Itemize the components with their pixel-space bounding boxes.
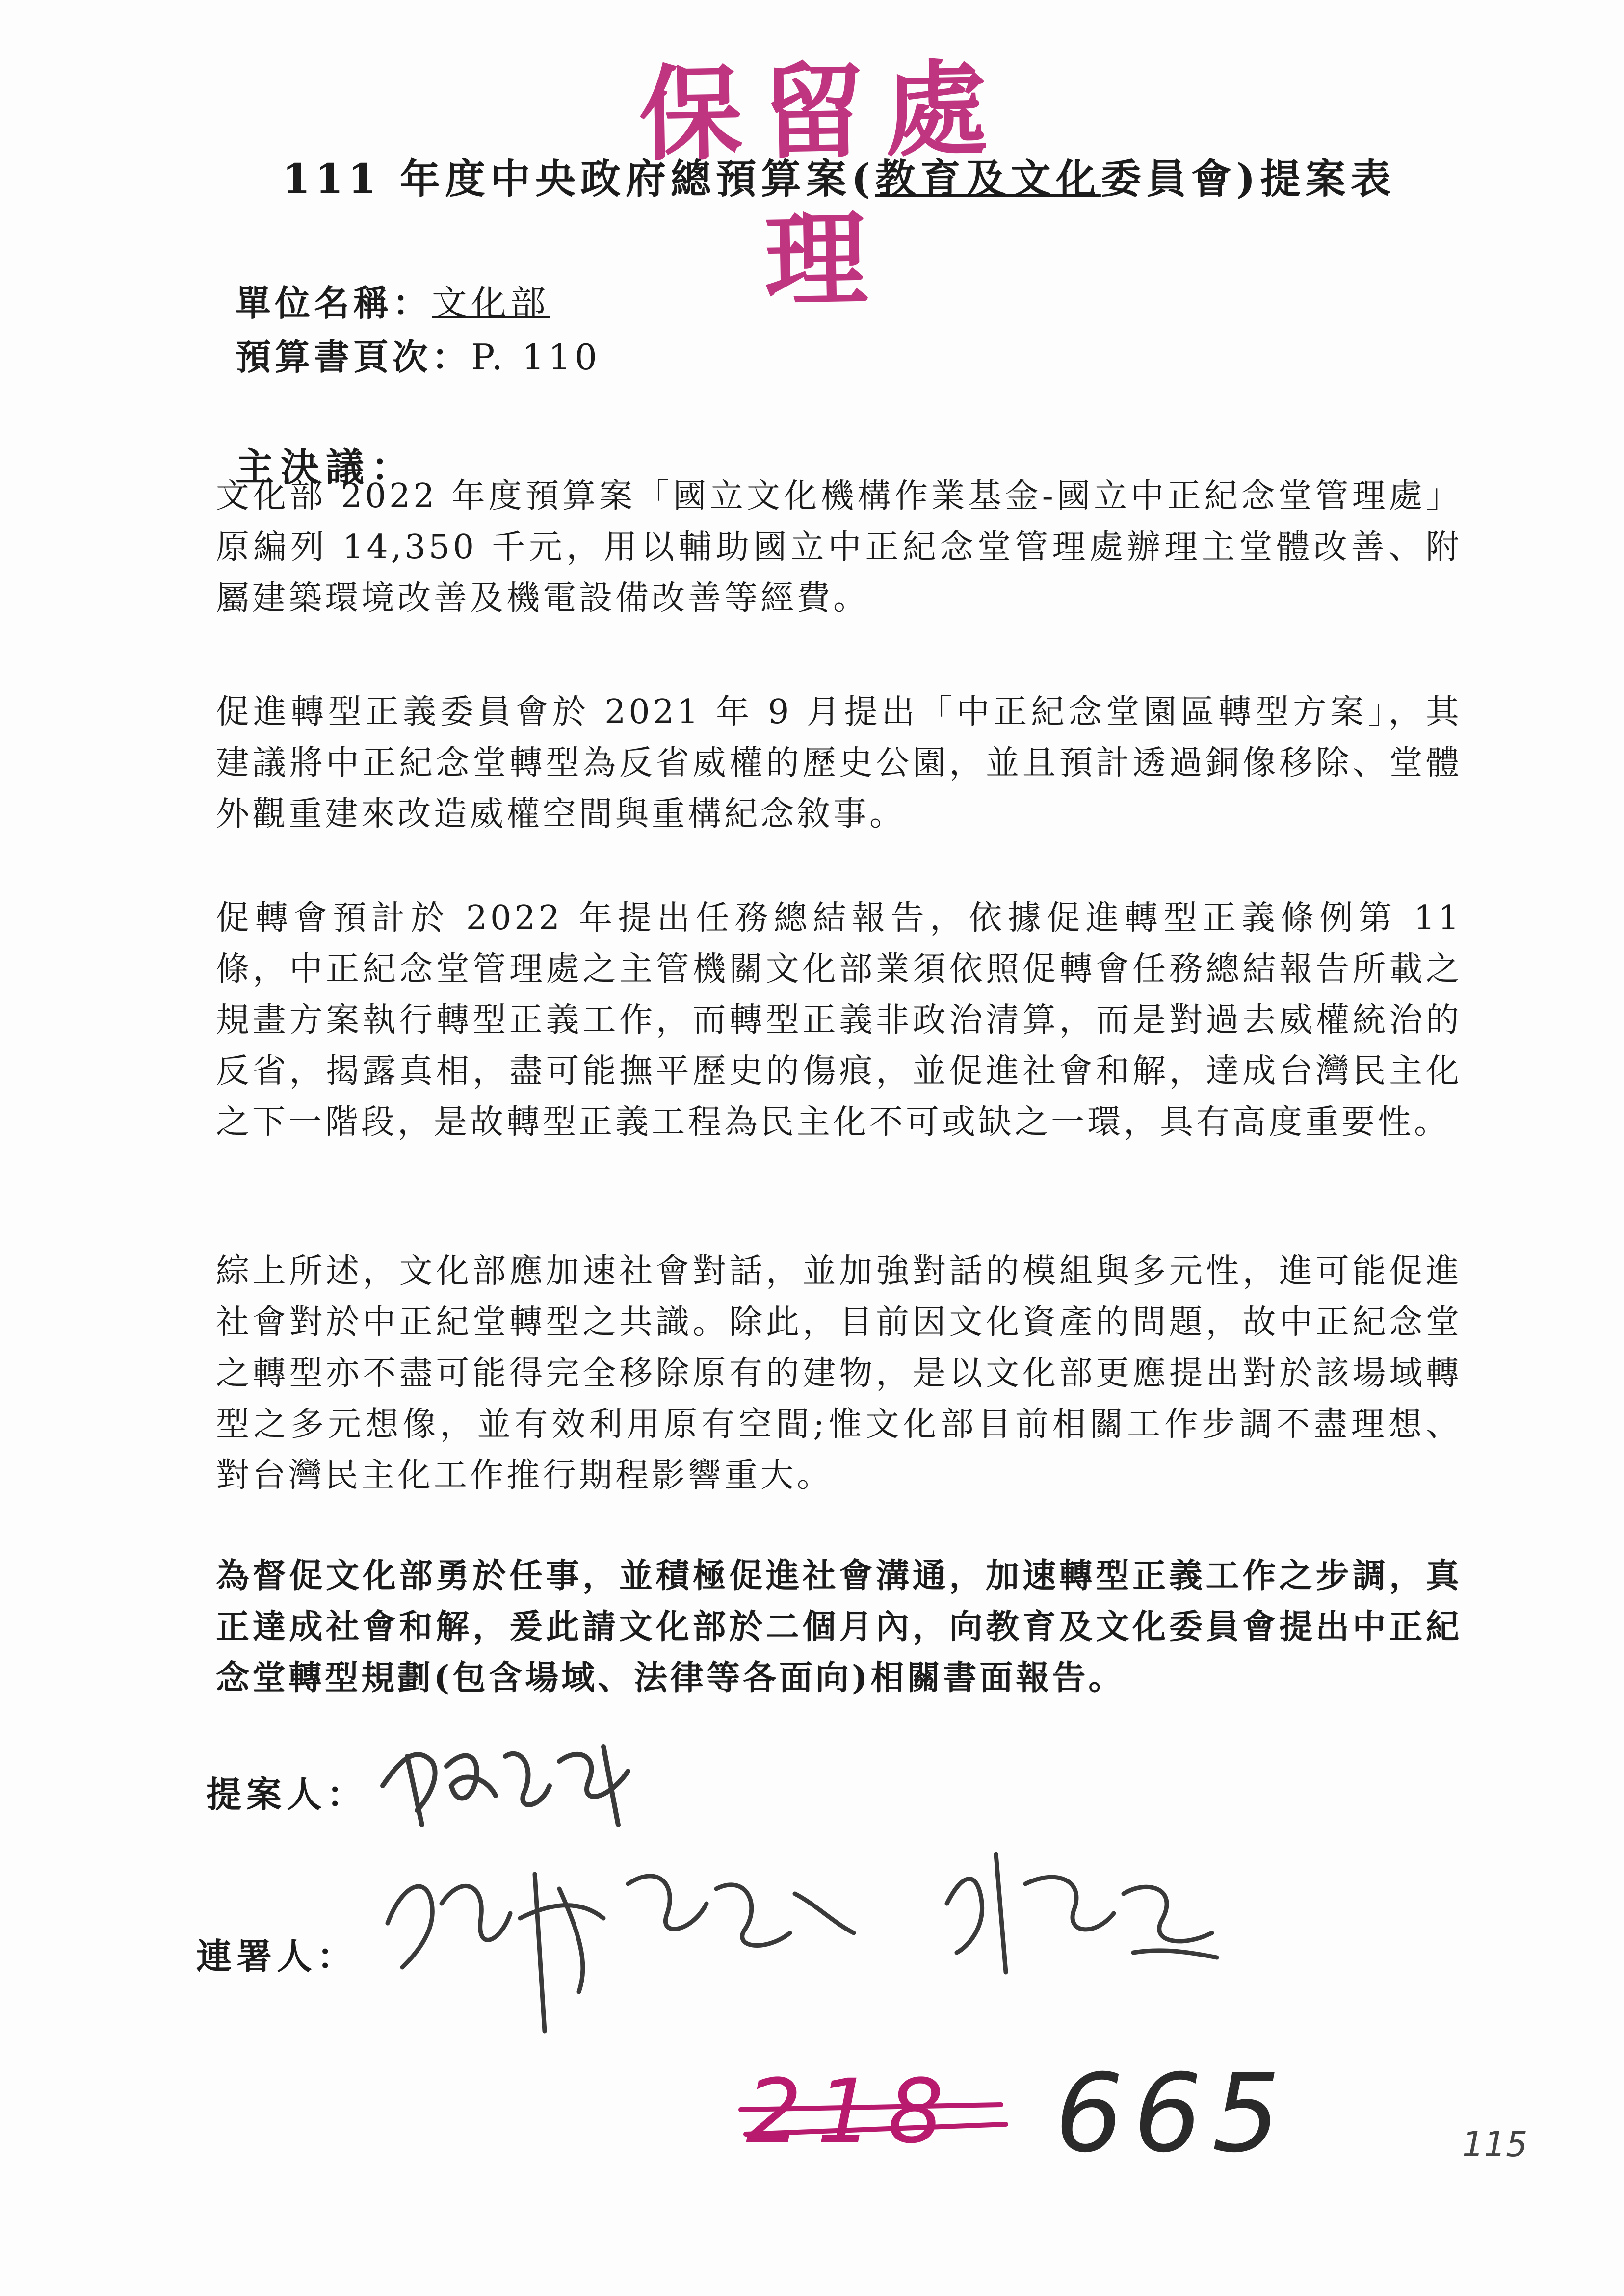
struck-number: 218 [746,2061,959,2163]
handwritten-number: 665 [1055,2051,1290,2176]
reserved-handling-stamp: 保留處理 [638,49,1008,322]
title-prefix: 111 年度中央政府總預算案( [282,156,875,203]
paragraph-3: 促轉會預計於 2022 年提出任務總結報告，依據促進轉型正義條例第 11 條，中正紀念堂管理處之主管機關文化部業須依照促轉會任務總結報告所載之規畫方案執行轉型正義工作，而轉型正義非政治清算，而是對過去威權統治的反省，揭露真相，盡可能撫平歷史的傷痕，並促進社會和解，達成台灣民主化之下一階段，是故轉型正義工程為民主化不可或缺之一環，具有高度重要性。 [216,899,1462,1142]
resolution-heading: 主決議： [236,445,417,490]
unit-name-row [236,275,550,326]
strike-through-lines [736,2090,1011,2149]
cosigner-label: 連署人： [196,1935,358,1977]
unit-value: 文化部 [432,283,550,324]
paragraph-5: 為督促文化部勇於任事，並積極促進社會溝通，加速轉型正義工作之步調，真正達成社會和解，爰此請文化部於二個月內，向教育及文化委員會提出中正紀念堂轉型規劃(包含場域、法律等各面向)相關書面報告。 [216,1556,1462,1697]
budget-page-row [236,329,601,380]
paragraph-4: 綜上所述，文化部應加速社會對話，並加強對話的模組與多元性，進可能促進社會對於中正紀堂轉型之共識。除此，目前因文化資產的問題，故中正紀念堂之轉型亦不盡可能得完全移除原有的建物，是以文化部更應提出對於該場域轉型之多元想像，並有效利用原有空間;惟文化部目前相關工作步調不盡理想、對台灣民主化工作推行期程影響重大。 [216,1252,1462,1495]
title-committee: 教育及文化 [875,156,1101,203]
unit-label: 單位名稱： [236,282,432,324]
budget-page-label: 預算書頁次： [236,336,471,378]
proposer-label: 提案人： [206,1774,367,1815]
cosigner-signature-2 [927,1835,1231,1982]
document-title [275,147,1403,205]
page-note: 115 [1462,2124,1528,2165]
budget-page-value: P. 110 [471,337,602,378]
paragraph-2: 促進轉型正義委員會於 2021 年 9 月提出「中正紀念堂園區轉型方案」，其建議將中正紀念堂轉型為反省威權的歷史公園，並且預計透過銅像移除、堂體外觀重建來改造威權空間與重構紀念敘事。 [216,693,1462,834]
cosigner-signature-1 [373,1845,864,2041]
paragraph-1: 文化部 2022 年度預算案「國立文化機構作業基金-國立中正紀念堂管理處」原編列 14,350 千元，用以輔助國立中正紀念堂管理處辦理主堂體改善、附屬建築環境改善及機電設備改善等經費。 [216,477,1462,618]
proposer-signature [373,1727,648,1835]
title-suffix: 委員會)提案表 [1100,156,1396,203]
